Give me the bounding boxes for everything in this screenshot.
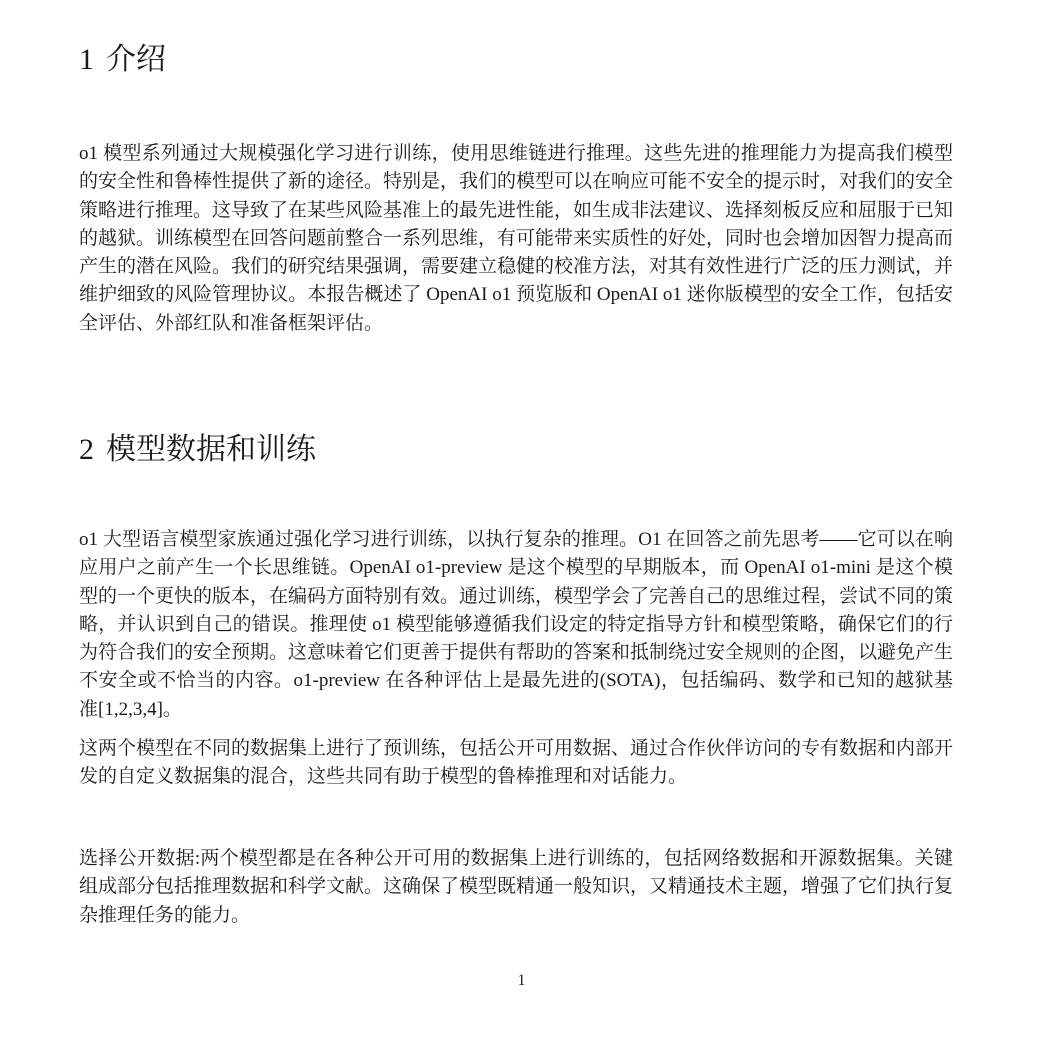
section-2-number: 2 bbox=[79, 433, 94, 466]
section-2-paragraph-3: 选择公开数据:两个模型都是在各种公开可用的数据集上进行训练的，包括网络数据和开源数据集。关键组成部分包括推理数据和科学文献。这确保了模型既精通一般知识，又精通技术主题，增强了它们执行复杂推理任务的能力。 bbox=[79, 848, 954, 926]
section-1-paragraph-1: o1 模型系列通过大规模强化学习进行训练，使用思维链进行推理。这些先进的推理能力为提高我们模型的安全性和鲁棒性提供了新的途径。特别是，我们的模型可以在响应可能不安全的提示时，对我们的安全策略进行推理。这导致了在某些风险基准上的最先进性能，如生成非法建议、选择刻板反应和屈服于已知的越狱。训练模型在回答问题前整合一系列思维，有可能带来实质性的好处，同时也会增加因智力提高而产生的潜在风险。我们的研究结果强调，需要建立稳健的校准方法，对其有效性进行广泛的压力测试，并维护细致的风险管理协议。本报告概述了 OpenAI o1 预览版和 OpenAI o1 迷你版模型的安全工作，包括安全评估、外部红队和准备框架评估。 bbox=[79, 143, 954, 334]
section-2-heading bbox=[79, 432, 316, 468]
section-1-title: 介绍 bbox=[106, 43, 166, 76]
section-2-paragraph-1: o1 大型语言模型家族通过强化学习进行训练，以执行复杂的推理。O1 在回答之前先思考——它可以在响应用户之前产生一个长思维链。OpenAI o1-preview 是这个模型的早期版本，而 OpenAI o1-mini 是这个模型的一个更快的版本，在编码方面特别有效。通过训练，模型学会了完善自己的思维过程，尝试不同的策略，并认识到自己的错误。推理使 o1 模型能够遵循我们设定的特定指导方针和模型策略，确保它们的行为符合我们的安全预期。这意味着它们更善于提供有帮助的答案和抵制绕过安全规则的企图，以避免产生不安全或不恰当的内容。o1-preview 在各种评估上是最先进的(SOTA)，包括编码、数学和已知的越狱基准[1,2,3,4]。 bbox=[79, 529, 954, 720]
page-number: 1 bbox=[517, 972, 526, 989]
section-2-paragraph-2: 这两个模型在不同的数据集上进行了预训练，包括公开可用数据、通过合作伙伴访问的专有数据和内部开发的自定义数据集的混合，这些共同有助于模型的鲁棒推理和对话能力。 bbox=[79, 738, 954, 788]
section-1-number: 1 bbox=[79, 43, 94, 76]
section-1-heading bbox=[79, 42, 166, 78]
section-2-title: 模型数据和训练 bbox=[106, 433, 316, 466]
